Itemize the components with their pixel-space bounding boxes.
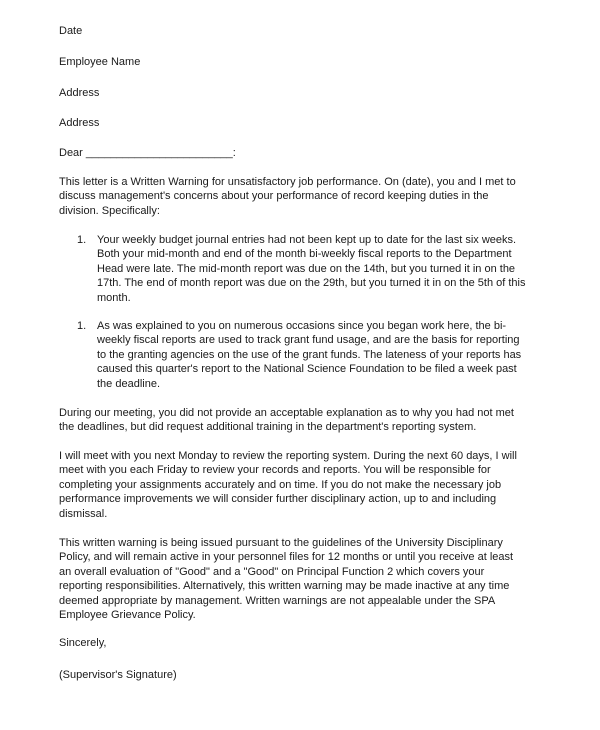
text-line: reporting responsibilities. Alternatively, this written warning may be made inactive at any time xyxy=(59,580,510,593)
text-line: I will meet with you next Monday to review the reporting system. During the next 60 days, I will xyxy=(59,450,517,462)
address-line-1: Address xyxy=(59,87,100,99)
signature-line: (Supervisor's Signature) xyxy=(59,669,177,681)
text-line: 17th. The end of month report was due on the 29th, but you turned it in on the 5th of this xyxy=(97,277,526,290)
list-item xyxy=(77,319,557,391)
text-line: Your weekly budget journal entries had not been kept up to date for the last six weeks. xyxy=(97,234,517,246)
text-line: Both your mid-month and end of the month bi-weekly fiscal reports to the Department xyxy=(97,248,512,261)
text-line: Policy, and will remain active in your personnel files for 12 months or until you receive at least xyxy=(59,551,514,564)
text-line: meet with you each Friday to review your records and reports. You will be responsible for xyxy=(59,464,491,477)
text-line: deemed appropriate by management. Written warnings are not appealable under the SPA xyxy=(59,594,496,607)
list-number: 1. xyxy=(77,234,87,246)
text-line: As was explained to you on numerous occasions since you began work here, the bi- xyxy=(97,320,507,332)
meeting-paragraph xyxy=(59,406,559,435)
salutation: Dear ________________________: xyxy=(59,147,236,159)
text-line: This letter is a Written Warning for unsatisfactory job performance. On (date), you and I met to xyxy=(59,176,516,188)
text-line: caused this quarter's report to the National Science Foundation to be filed a week past xyxy=(97,363,517,376)
employee-name-line: Employee Name xyxy=(59,56,141,68)
intro-paragraph xyxy=(59,175,559,218)
text-line: completing your assignments accurately and on time. If you do not make the necessary job xyxy=(59,478,502,491)
closing: Sincerely, xyxy=(59,637,107,649)
text-line: discuss management's concerns about your performance of record keeping duties in the xyxy=(59,190,489,203)
text-line: This written warning is being issued pursuant to the guidelines of the University Disciplinary xyxy=(59,537,503,549)
date-line: Date xyxy=(59,25,83,37)
text-line: month. xyxy=(97,291,131,304)
text-line: dismissal. xyxy=(59,507,108,520)
text-line: Head were late. The mid-month report was due on the 14th, but you turned it in on the xyxy=(97,262,516,275)
text-line: weekly fiscal reports are used to track grant fund usage, and are the basis for reporting xyxy=(97,334,520,347)
list-number: 1. xyxy=(77,320,87,332)
text-line: the deadlines, but did request additional training in the department's reporting system. xyxy=(59,421,477,434)
text-line: Employee Grievance Policy. xyxy=(59,608,196,621)
address-line-2: Address xyxy=(59,117,100,129)
text-line: division. Specifically: xyxy=(59,204,160,217)
text-line: During our meeting, you did not provide an acceptable explanation as to why you had not met xyxy=(59,407,514,419)
policy-paragraph xyxy=(59,536,559,622)
text-line: to the granting agencies on the use of the grant funds. The lateness of your reports has xyxy=(97,348,522,361)
plan-paragraph xyxy=(59,449,559,521)
list-item xyxy=(77,233,557,305)
text-line: the deadline. xyxy=(97,377,160,390)
text-line: an overall evaluation of "Good" and a "Good" on Principal Function 2 which covers your xyxy=(59,565,485,578)
text-line: performance improvements we will consider further disciplinary action, up to and including xyxy=(59,493,497,506)
